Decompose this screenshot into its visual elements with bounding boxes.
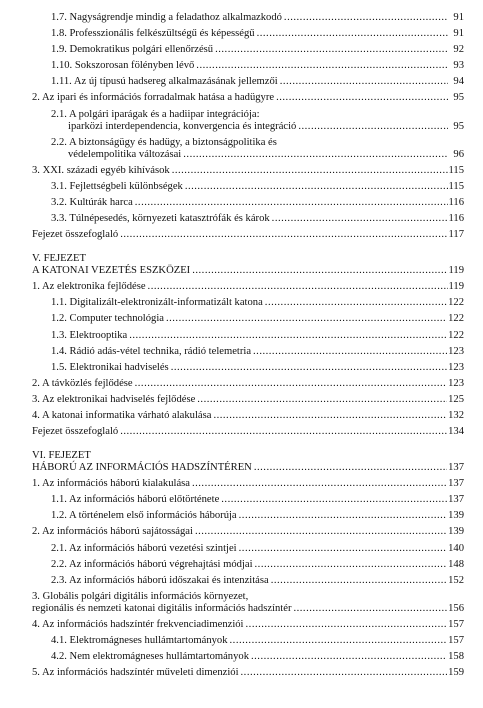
toc-entry-title: 2.3. Az információs háború időszakai és intenzitása: [51, 574, 269, 586]
dot-leader: [293, 603, 447, 615]
toc-entry: [32, 346, 464, 358]
dot-leader: [195, 526, 447, 538]
toc-entry: [32, 510, 464, 522]
dot-leader: [120, 229, 447, 241]
toc-entry-title: 2.2. Az információs háború végrehajtási módjai: [51, 558, 253, 570]
toc-entry-title: 3.3. Túlnépesedés, környezeti katasztrófák és károk: [51, 213, 270, 225]
toc-entry-title: 5. Az információs hadszíntér műveleti dimenziói: [32, 667, 239, 679]
toc-entry-page: 137: [448, 462, 464, 474]
dot-leader: [272, 213, 448, 225]
toc-entry-page: 137: [448, 494, 464, 506]
dot-leader: [192, 478, 447, 490]
dot-leader: [239, 543, 447, 555]
toc-entry-page: 119: [448, 265, 464, 277]
dot-leader: [239, 510, 447, 522]
toc-entry-page: 93: [453, 60, 464, 72]
toc-entry-title: 1.1. Digitalizált-elektronizált-informatizált katona: [51, 297, 263, 309]
toc-entry-title: 1.4. Rádió adás-vétel technika, rádió telemetria: [51, 345, 252, 357]
toc-entry: [32, 330, 464, 342]
toc-entry-page: 125: [448, 393, 464, 405]
toc-entry-title: 4.1. Elektromágneses hullámtartományok: [51, 635, 228, 646]
toc-entry-title: 3.1. Fejlettségbeli különbségek: [51, 180, 183, 192]
toc-entry-page: 95: [453, 120, 464, 132]
toc-entry-page: 157: [448, 635, 464, 646]
toc-entry-title: 4.2. Nem elektromágneses hullámtartományok: [51, 651, 249, 663]
toc-entry-page: 94: [453, 76, 464, 88]
toc-entry: [32, 651, 464, 663]
dot-leader: [197, 394, 447, 406]
toc-entry-page: 148: [448, 558, 464, 570]
dot-leader: [254, 462, 447, 474]
toc-entry-title: 1.1. Az információs háború előtörténete: [51, 494, 220, 506]
toc-entry: [32, 76, 464, 88]
toc-entry: [32, 137, 464, 149]
dot-leader: [148, 281, 448, 293]
toc-entry-page: 132: [448, 409, 464, 421]
dot-leader: [257, 28, 448, 40]
toc-entry-title: 2. A távközlés fejlődése: [32, 377, 133, 389]
toc-entry-title: 3. Globális polgári digitális információs környezet,: [32, 590, 249, 602]
dot-leader: [171, 362, 447, 374]
toc-entry-page: 159: [448, 667, 464, 679]
toc-entry: [32, 559, 464, 571]
toc-entry-page: 137: [448, 478, 464, 490]
toc-entry-title: 2. Az információs háború sajátosságai: [32, 526, 193, 538]
toc-entry: [32, 426, 464, 438]
toc-entry-title: 1.2. A történelem első információs háborúja: [51, 510, 237, 522]
dot-leader: [246, 619, 448, 631]
toc-entry-title: 1. Az elektronika fejlődése: [32, 281, 146, 293]
toc-entry-page: 122: [448, 329, 464, 341]
toc-entry-title: 1.3. Elektrooptika: [51, 329, 128, 341]
toc-entry: [32, 28, 464, 40]
toc-entry: [32, 462, 464, 474]
toc-entry-page: 96: [453, 148, 464, 160]
toc-entry-title: regionális és nemzeti katonai digitális információs hadszíntér: [32, 602, 292, 614]
dot-leader: [183, 149, 448, 161]
toc-entry-title: 1.8. Professzionális felkészültségű és képességű: [51, 28, 255, 40]
toc-entry: [32, 478, 464, 490]
toc-entry-page: 123: [448, 345, 464, 357]
toc-entry-title: A KATONAI VEZETÉS ESZKÖZEI: [32, 265, 191, 277]
toc-entry-title: 1. Az információs háború kialakulása: [32, 478, 190, 490]
toc-entry-page: 152: [448, 574, 464, 586]
dot-leader: [185, 181, 448, 193]
dot-leader: [276, 92, 448, 104]
toc-entry-page: 158: [448, 651, 464, 663]
toc-entry: [32, 213, 464, 225]
toc-entry-page: 95: [453, 92, 464, 104]
toc-entry-page: 92: [453, 44, 464, 56]
toc-entry-title: 2. Az ipari és információs forradalmak hatása a hadügyre: [32, 92, 275, 104]
toc-entry-title: 3. Az elektronikai hadviselés fejlődése: [32, 393, 196, 405]
toc-entry-title: iparközi interdependencia, konvergencia és integráció: [68, 120, 297, 132]
toc-entry: [32, 378, 464, 390]
toc-entry-page: 156: [448, 602, 464, 614]
toc-entry-title: 1.11. Az új típusú hadsereg alkalmazásának jellemzői: [51, 76, 278, 88]
toc-entry-page: 115: [448, 180, 464, 192]
dot-leader: [215, 44, 448, 56]
toc-entry: [32, 635, 464, 647]
toc-entry-title: Fejezet összefoglaló: [32, 426, 119, 438]
toc-entry: [32, 394, 464, 406]
toc-entry: [32, 265, 464, 277]
toc-entry-page: 123: [448, 361, 464, 373]
toc-entry: [32, 44, 464, 56]
toc-entry-title: 4. A katonai informatika várható alakulása: [32, 409, 212, 421]
toc-entry: [32, 197, 464, 209]
toc-entry: [32, 410, 464, 422]
toc-entry-title: 1.10. Sokszorosan fölényben lévő: [51, 60, 195, 72]
dot-leader: [271, 575, 447, 587]
toc-entry-page: 123: [448, 377, 464, 389]
toc-entry: [32, 281, 464, 293]
toc-entry-title: 1.5. Elektronikai hadviselés: [51, 361, 169, 373]
toc-entry-title: 1.2. Computer technológia: [51, 313, 164, 325]
toc-entry: [32, 603, 464, 615]
toc-entry: [32, 362, 464, 374]
toc-entry-page: 157: [448, 618, 464, 630]
toc-entry-page: 91: [453, 28, 464, 40]
toc-entry: [32, 591, 464, 603]
toc-entry-title: 3.2. Kultúrák harca: [51, 196, 133, 208]
toc-entry-page: 140: [448, 542, 464, 554]
toc-entry: [32, 121, 464, 133]
dot-leader: [213, 410, 447, 422]
toc-entry: [32, 494, 464, 506]
dot-leader: [166, 313, 447, 325]
toc-entry-page: 139: [448, 510, 464, 522]
dot-leader: [253, 346, 447, 358]
dot-leader: [280, 76, 448, 88]
toc-entry: [32, 619, 464, 631]
toc-entry-title: 2.2. A biztonságügy és hadügy, a biztonságpolitika és: [51, 136, 277, 148]
toc-entry-page: 139: [448, 526, 464, 538]
dot-leader: [241, 667, 448, 679]
dot-leader: [192, 265, 447, 277]
toc-entry-title: HÁBORÚ AZ INFORMÁCIÓS HADSZÍNTÉREN: [32, 462, 252, 474]
dot-leader: [196, 60, 448, 72]
toc-entry-title: 1.9. Demokratikus polgári ellenőrzésű: [51, 44, 214, 56]
toc-entry: [32, 12, 464, 24]
toc-entry: [32, 313, 464, 325]
dot-leader: [265, 297, 447, 309]
toc-entry-page: 115: [448, 164, 464, 176]
toc-entry: [32, 543, 464, 555]
toc-entry: [32, 181, 464, 193]
toc-entry-title: 1.7. Nagyságrendje mindig a feladathoz alkalmazkodó: [51, 12, 282, 23]
dot-leader: [298, 121, 448, 133]
toc-entry-title: 2.1. A polgári iparágak és a hadiipar integrációja:: [51, 108, 260, 120]
dot-leader: [129, 330, 447, 342]
toc-entry: [32, 667, 464, 679]
toc-entry-page: 134: [448, 426, 464, 438]
toc-entry: [32, 575, 464, 587]
toc-entry-title: 4. Az információs hadszíntér frekvenciadimenziói: [32, 618, 244, 630]
dot-leader: [251, 651, 447, 663]
chapter-heading: VI. FEJEZET: [32, 450, 91, 462]
dot-leader: [230, 635, 448, 647]
toc-entry-page: 119: [448, 281, 464, 293]
toc-entry-page: 116: [448, 213, 464, 225]
dot-leader: [172, 165, 448, 177]
toc-entry-title: Fejezet összefoglaló: [32, 229, 119, 241]
toc-entry: [32, 229, 464, 241]
table-of-contents: [32, 12, 464, 683]
chapter-heading: V. FEJEZET: [32, 253, 86, 265]
toc-entry: [32, 526, 464, 538]
toc-entry-page: 117: [448, 229, 464, 241]
dot-leader: [284, 12, 448, 24]
dot-leader: [255, 559, 448, 571]
toc-entry: [32, 92, 464, 104]
toc-entry-title: 2.1. Az információs háború vezetési szintjei: [51, 542, 237, 554]
toc-entry-title: 3. XXI. századi egyéb kihívások: [32, 164, 170, 176]
dot-leader: [135, 378, 447, 390]
toc-entry-page: 122: [448, 297, 464, 309]
toc-entry-page: 116: [448, 196, 464, 208]
dot-leader: [221, 494, 447, 506]
toc-entry-page: 122: [448, 313, 464, 325]
toc-entry: [32, 149, 464, 161]
toc-entry-page: 91: [453, 12, 464, 23]
toc-entry: [32, 165, 464, 177]
toc-entry: [32, 109, 464, 121]
toc-entry-title: védelempolitika változásai: [68, 148, 182, 160]
dot-leader: [135, 197, 448, 209]
toc-entry: [32, 297, 464, 309]
toc-entry: [32, 60, 464, 72]
dot-leader: [120, 426, 447, 438]
